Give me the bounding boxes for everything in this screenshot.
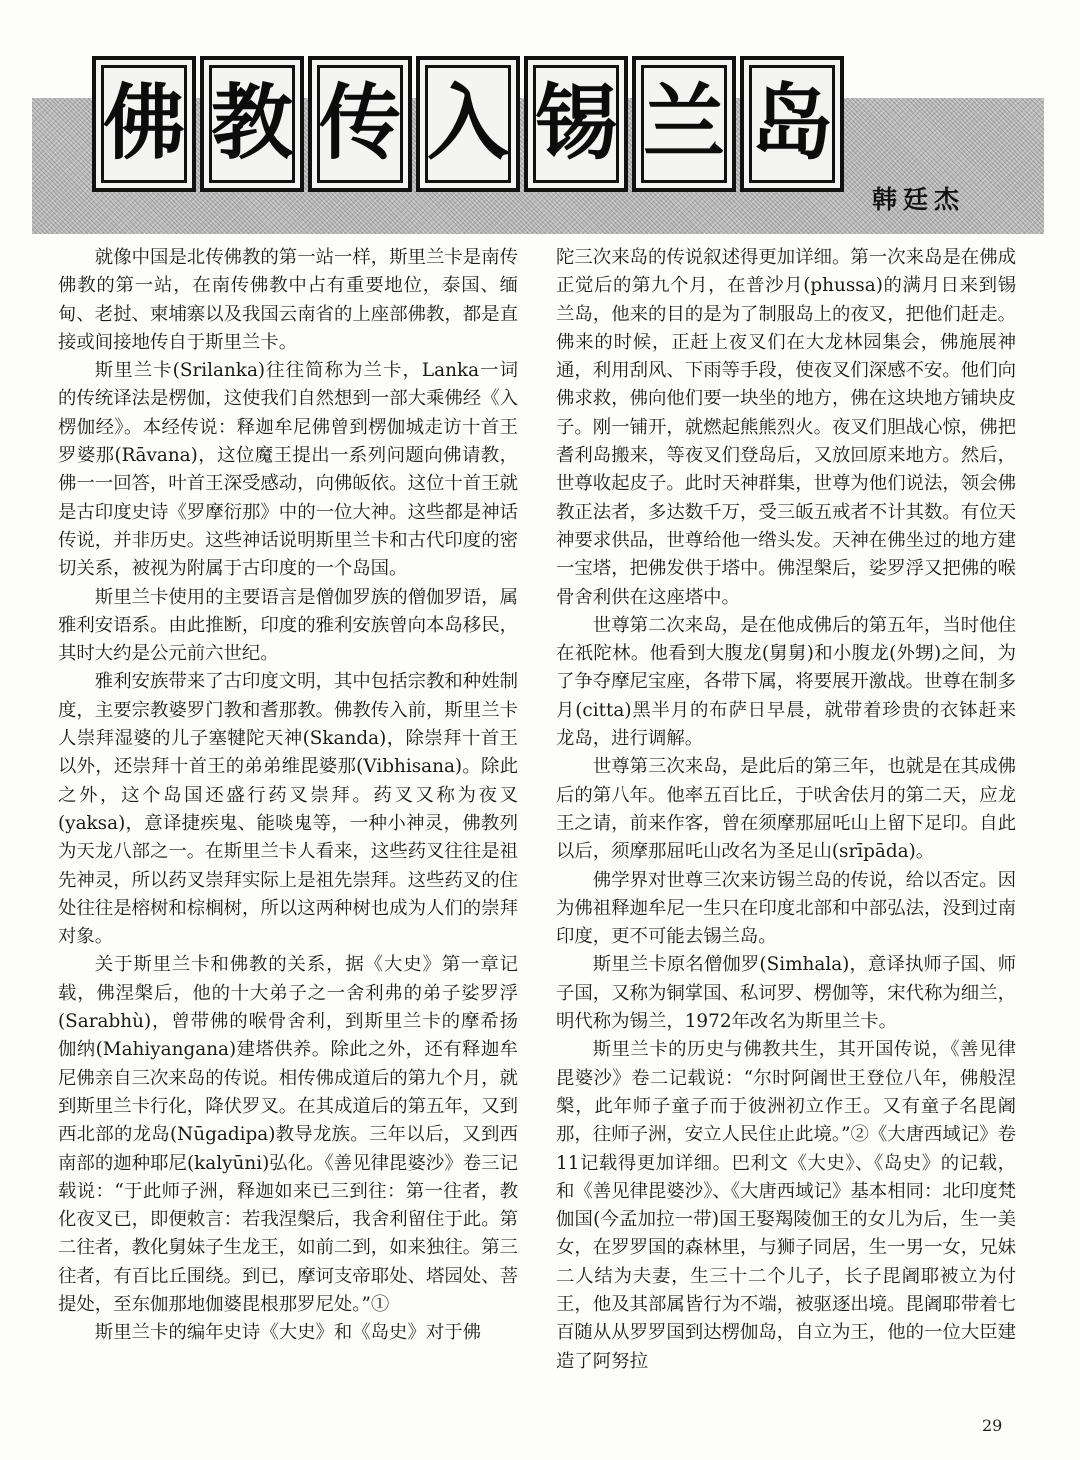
title-char: 教 [200, 56, 304, 192]
paragraph: 就像中国是北传佛教的第一站一样，斯里兰卡是南传佛教的第一站，在南传佛教中占有重要地位，泰国、缅甸、老挝、柬埔寨以及我国云南省的上座部佛教，都是直接或间接地传自于斯里兰卡。 [58, 247, 518, 353]
paragraph: 雅利安族带来了古印度文明，其中包括宗教和种姓制度，主要宗教婆罗门教和耆那教。佛教传入前，斯里兰卡人崇拜湿婆的儿子塞犍陀天神(Skanda)，除崇拜十首王以外，还崇拜十首王的弟弟维毘婆那(Vibhisana)。除此之外，这个岛国还盛行药叉崇拜。药叉又称为夜叉(yaksa)，意译捷疾鬼、能啖鬼等，一种小神灵，佛教列为天龙八部之一。在斯里兰卡人看来，这些药叉往往是祖先神灵，所以药叉崇拜实际上是祖先崇拜。这些药叉的住处往往是榕树和棕榈树，所以这两种树也成为人们的崇拜对象。 [58, 671, 518, 948]
article-title [92, 56, 848, 196]
title-char: 兰 [632, 56, 736, 192]
paragraph: 斯里兰卡使用的主要语言是僧伽罗族的僧伽罗语，属雅利安语系。由此推断，印度的雅利安族曾向本岛移民，其时大约是公元前六世纪。 [58, 586, 518, 665]
right-column [556, 244, 1016, 1376]
page-number: 29 [982, 1416, 1003, 1435]
paragraph: 关于斯里兰卡和佛教的关系，据《大史》第一章记载，佛涅槃后，他的十大弟子之一舍利弗的弟子娑罗浮(Sarabhù)，曾带佛的喉骨舍利，到斯里兰卡的摩希扬伽纳(Mahiyangana)建塔供养。除此之外，还有释迦牟尼佛亲自三次来岛的传说。相传佛成道后的第九个月，就到斯里兰卡行化，降伏罗叉。在其成道后的第五年，又到西北部的龙岛(Nūgadipa)教导龙族。三年以后，又到西南部的迦种耶尼(kalyūni)弘化。《善见律毘婆沙》卷三记载说：“于此师子洲，释迦如来已三到往：第一往者，教化夜叉已，即便敕言：若我涅槃后，我舍利留住于此。第二往者，教化舅妹子生龙王，如前二到，如来独往。第三往者，有百比丘围绕。到已，摩诃支帝耶处、塔园处、菩提处，至东伽那地伽婆毘根那罗尼处。”① [58, 954, 518, 1315]
paragraph: 斯里兰卡的历史与佛教共生，其开国传说，《善见律毘婆沙》卷二记载说：“尔时阿阇世王登位八年，佛般涅槃，此年师子童子而于彼洲初立作王。又有童子名毘阇那，往师子洲，安立人民住止此境。”②《大唐西域记》卷11记载得更加详细。巴利文《大史》、《岛史》的记载，和《善见律毘婆沙》、《大唐西域记》基本相同：北印度梵伽国(今孟加拉一带)国王娶羯陵伽王的女儿为后，生一美女，在罗罗国的森林里，与狮子同居，生一男一女，兄妹二人结为夫妻，生三十二个儿子，长子毘阇耶被立为付王，他及其部属皆行为不端，被驱逐出境。毘阇耶带着七百随从从罗罗国到达楞伽岛，自立为王，他的一位大臣建造了阿努拉 [556, 1039, 1016, 1372]
title-char: 佛 [92, 56, 196, 192]
paragraph: 世尊第二次来岛，是在他成佛后的第五年，当时他住在祇陀林。他看到大腹龙(舅舅)和小腹龙(外甥)之间，为了争夺摩尼宝座，各带下属，将要展开激战。世尊在制多月(citta)黑半月的布萨日早晨，就带着珍贵的衣钵赶来龙岛，进行调解。 [556, 614, 1016, 750]
paragraph: 斯里兰卡(Srilanka)往往简称为兰卡，Lanka一词的传统译法是楞伽，这使我们自然想到一部大乘佛经《入楞伽经》。本经传说：释迦牟尼佛曾到楞伽城走访十首王罗婆那(Rāvana)，这位魔王提出一系列问题向佛请教，佛一一回答，叶首王深受感动，向佛皈依。这位十首王就是古印度史诗《罗摩衍那》中的一位大神。这些都是神话传说，并非历史。这些神话说明斯里兰卡和古代印度的密切关系，被视为附属于古印度的一个岛国。 [58, 360, 518, 580]
title-char: 传 [308, 56, 412, 192]
paragraph: 陀三次来岛的传说叙述得更加详细。第一次来岛是在佛成正觉后的第九个月，在普沙月(phussa)的满月日来到锡兰岛，他来的目的是为了制服岛上的夜叉，把他们赶走。佛来的时候，正赶上夜叉们在大龙林园集会，佛施展神通，利用刮风、下雨等手段，使夜叉们深感不安。他们向佛求救，佛向他们要一块坐的地方，佛在这块地方铺块皮子。刚一铺开，就燃起熊熊烈火。夜叉们胆战心惊，佛把耆利岛搬来，等夜叉们登岛后，又放回原来地方。然后，世尊收起皮子。此时天神群集，世尊为他们说法，领会佛教正法者，多达数千万，受三皈五戒者不计其数。有位天神要求供品，世尊给他一绺头发。天神在佛坐过的地方建一宝塔，把佛发供于塔中。佛涅槃后，娑罗浮又把佛的喉骨舍利供在这座塔中。 [556, 247, 1016, 608]
title-char: 锡 [524, 56, 628, 192]
title-char: 岛 [740, 56, 844, 192]
author-name: 韩廷杰 [872, 185, 966, 214]
title-char: 入 [416, 56, 520, 192]
paragraph: 佛学界对世尊三次来访锡兰岛的传说，给以否定。因为佛祖释迦牟尼一生只在印度北部和中部弘法，没到过南印度，更不可能去锡兰岛。 [556, 869, 1016, 948]
paragraph: 斯里兰卡的编年史诗《大史》和《岛史》对于佛 [94, 1322, 482, 1344]
paragraph: 世尊第三次来岛，是此后的第三年，也就是在其成佛后的第八年。他率五百比丘，于吠舍佉月的第二天，应龙王之请，前来作客，曾在须摩那屈吒山上留下足印。自此以后，须摩那屈吒山改名为圣足山(srīpāda)。 [556, 756, 1016, 863]
paragraph: 斯里兰卡原名僧伽罗(Simhala)，意译执师子国、师子国，又称为铜掌国、私诃罗、楞伽等，宋代称为细兰，明代称为锡兰，1972年改名为斯里兰卡。 [556, 954, 1016, 1033]
left-column [58, 244, 518, 1348]
